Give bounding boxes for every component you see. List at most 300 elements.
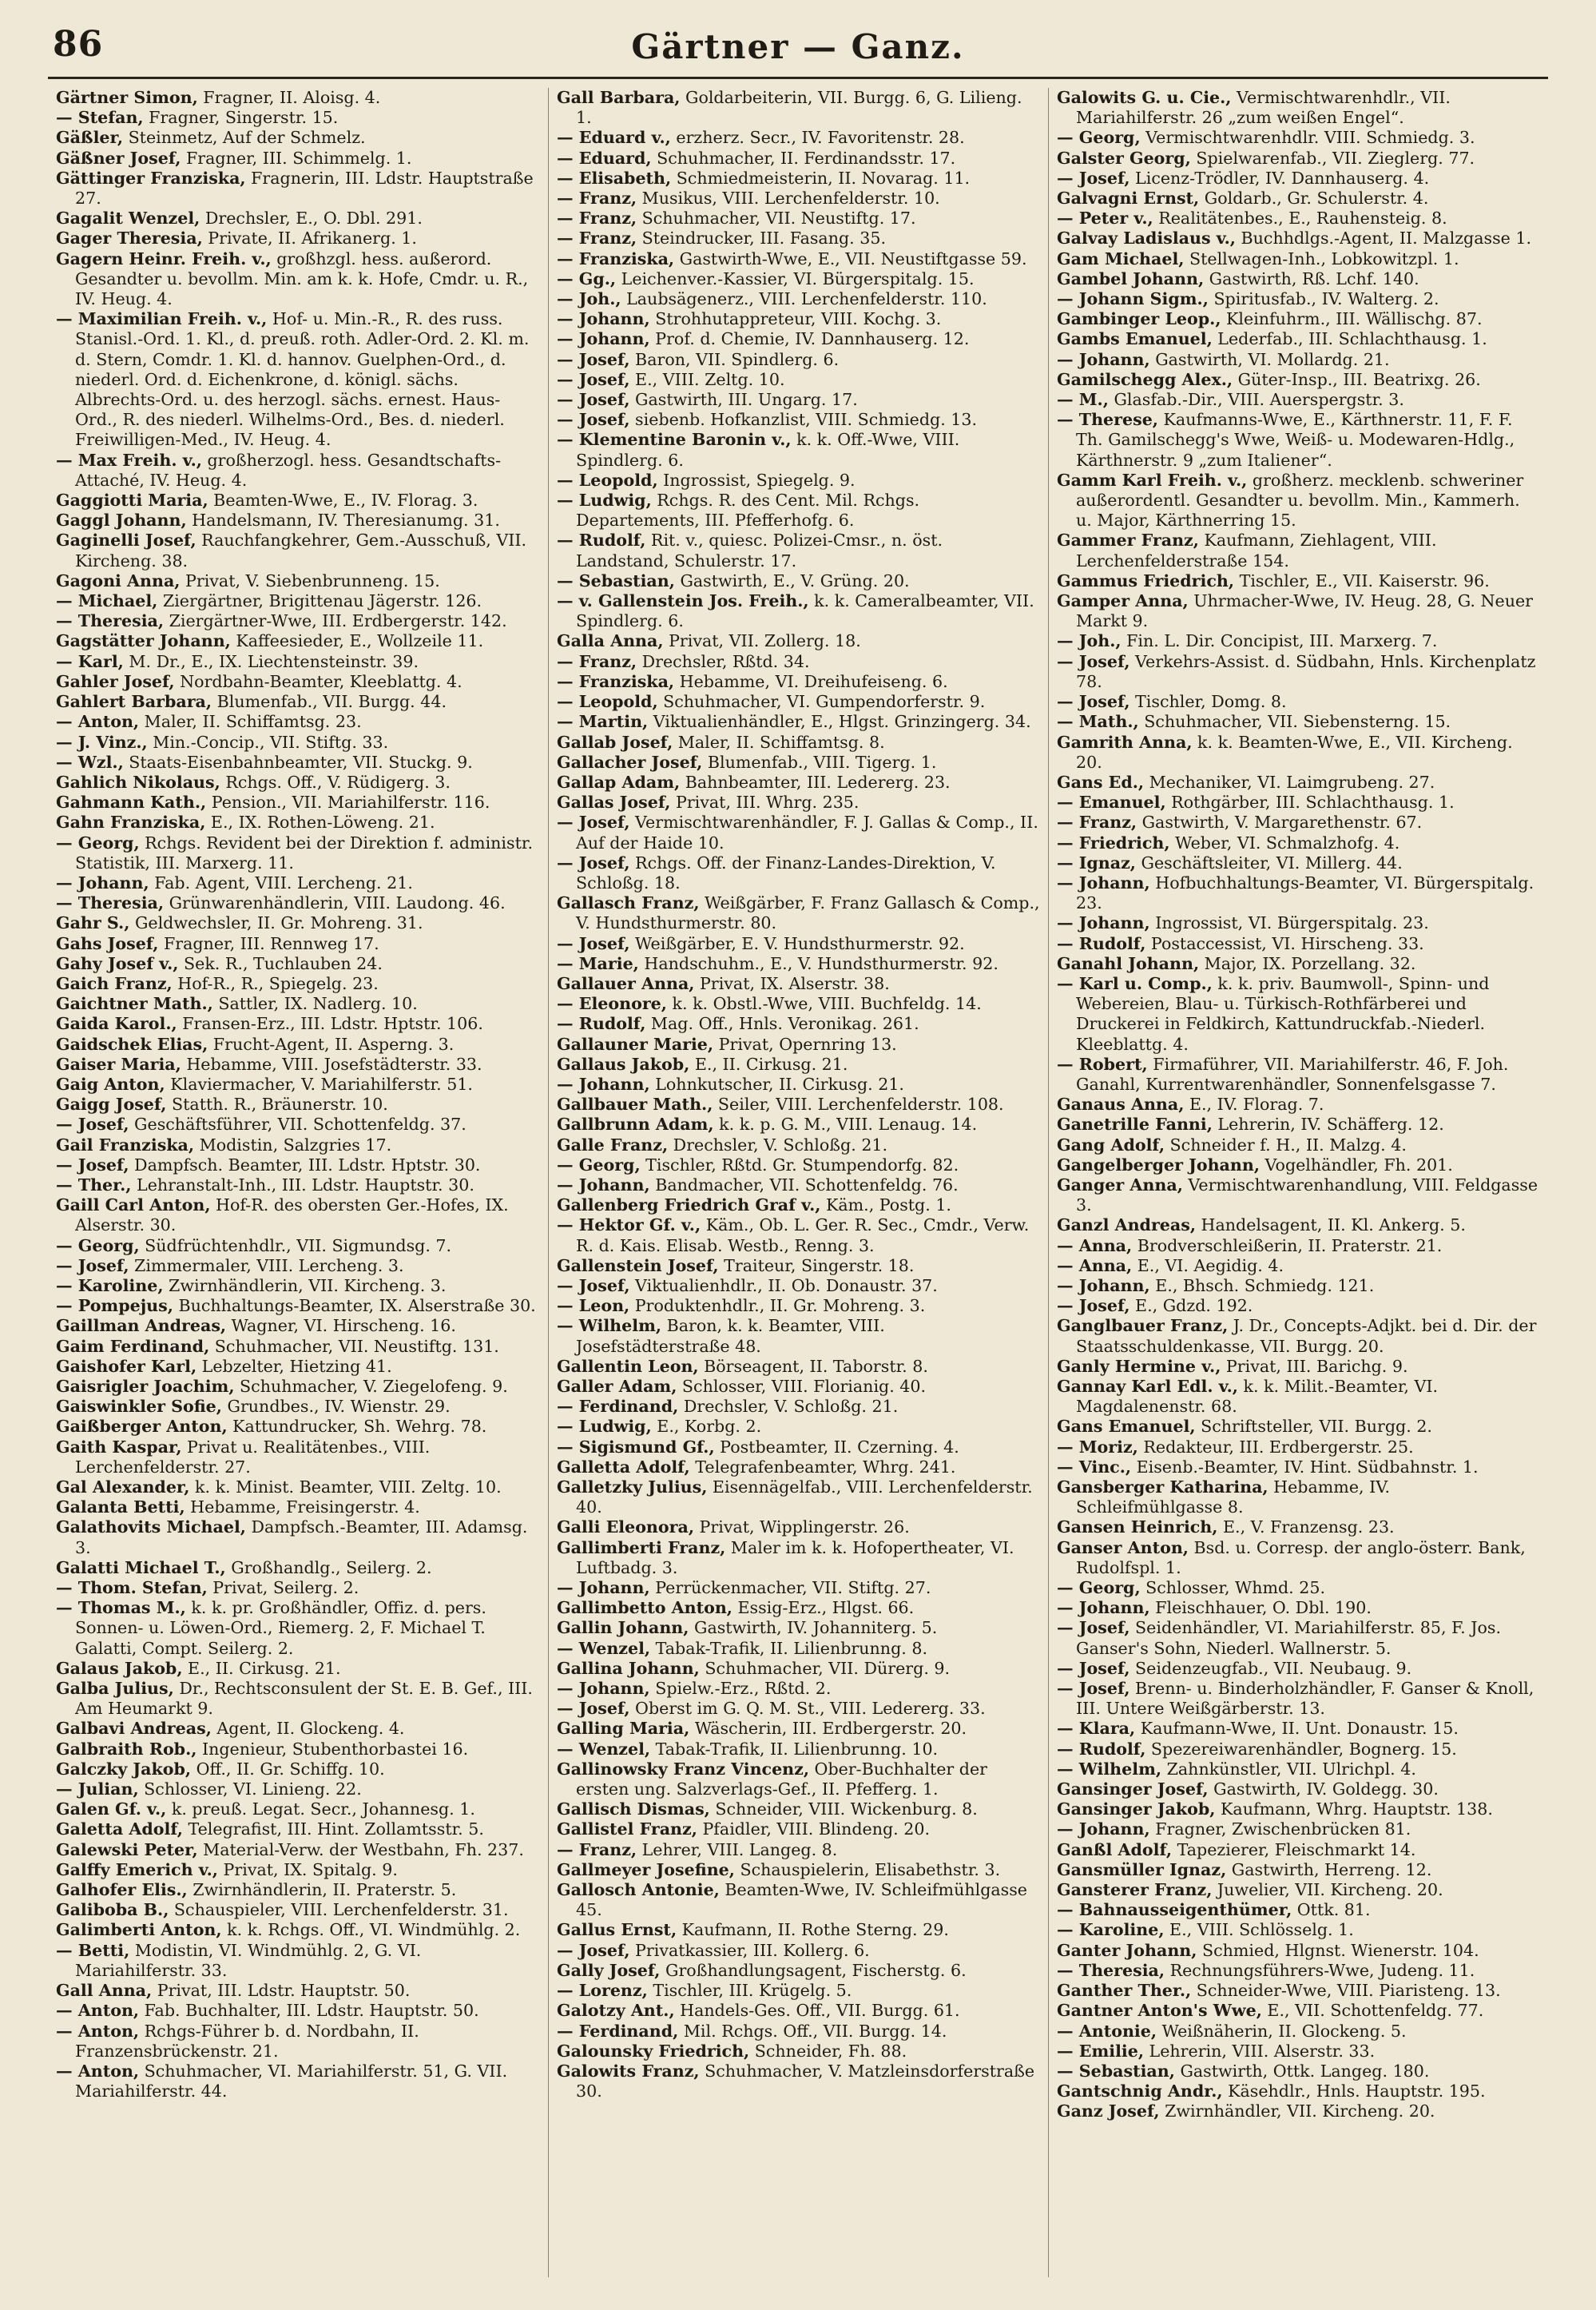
entry-details: Lehrerin, VIII. Alserstr. 33.: [1144, 2041, 1376, 2061]
entry-details: Tischler, E., VII. Kaiserstr. 96.: [1234, 571, 1490, 590]
directory-entry: [1057, 1679, 1540, 1719]
entry-details: Gastwirth, IV. Goldegg. 30.: [1208, 1779, 1439, 1799]
directory-entry: [557, 773, 1040, 793]
directory-entry: [56, 1417, 540, 1437]
entry-details: Redakteur, III. Erdbergerstr. 25.: [1137, 1437, 1414, 1457]
directory-entry: [56, 1981, 540, 2001]
entry-name: Gagern Heinr. Freih. v.,: [56, 248, 272, 268]
entry-name: Gamrith Anna,: [1057, 732, 1193, 752]
entry-name: — Johann,: [557, 329, 650, 349]
entry-name: — Johann,: [557, 1074, 650, 1094]
directory-entry: [1057, 1236, 1540, 1256]
entry-name: Gail Franziska,: [56, 1135, 195, 1155]
directory-entry: [557, 1941, 1040, 1961]
directory-entry: [56, 591, 540, 611]
entry-name: Gansen Heinrich,: [1057, 1517, 1218, 1537]
entry-details: Postaccessist, VI. Hirscheng. 33.: [1145, 933, 1424, 953]
directory-entry: [557, 1055, 1040, 1075]
entry-details: Material-Verw. der Westbahn, Fh. 237.: [197, 1839, 524, 1859]
entry-details: Fin. L. Dir. Concipist, III. Marxerg. 7.: [1121, 631, 1438, 651]
directory-entry: [1057, 1779, 1540, 1799]
entry-name: Ganser Anton,: [1057, 1537, 1189, 1557]
directory-entry: [56, 1175, 540, 1195]
directory-entry: [1057, 1538, 1540, 1578]
entry-details: Handelsmann, IV. Theresianumg. 31.: [186, 511, 500, 531]
entry-name: Gaishofer Karl,: [56, 1356, 197, 1376]
column-3: [1048, 88, 1548, 2277]
directory-entry: [557, 269, 1040, 289]
directory-entry: [557, 1639, 1040, 1659]
entry-name: Gannay Karl Edl. v.,: [1057, 1377, 1238, 1396]
entry-details: Lehrerin, IV. Schäfferg. 12.: [1212, 1115, 1444, 1135]
entry-details: Bahnbeamter, III. Ledererg. 23.: [680, 772, 951, 792]
entry-details: Weißnäherin, II. Glockeng. 5.: [1157, 2021, 1407, 2041]
entry-name: Galling Maria,: [557, 1719, 690, 1739]
entry-details: Weißgärber, F. Franz Gallasch & Comp., V. Hundsthurmerstr. 80.: [576, 893, 1040, 933]
entry-name: Ganetrille Fanni,: [1057, 1115, 1213, 1135]
entry-name: Galaus Jakob,: [56, 1658, 183, 1678]
entry-details: Brenn- u. Binderholzhändler, F. Ganser & Knoll, III. Untere Weißgärberstr. 13.: [1076, 1679, 1534, 1719]
directory-entry: [557, 934, 1040, 954]
entry-details: Schuhmacher, VII. Neustiftg. 17.: [637, 209, 916, 229]
directory-entry: [56, 1819, 540, 1839]
entry-details: Fleischhauer, O. Dbl. 190.: [1149, 1598, 1372, 1618]
entry-name: — Josef,: [1057, 692, 1130, 712]
entry-details: Rechnungsführers-Wwe, Judeng. 11.: [1165, 1960, 1475, 1980]
entry-details: Schlosser, VIII. Florianig. 40.: [677, 1377, 927, 1396]
entry-name: Galler Adam,: [557, 1377, 677, 1396]
directory-entry: [557, 1578, 1040, 1598]
entry-details: Fragner, Zwischenbrücken 81.: [1149, 1819, 1411, 1839]
entry-name: Gaichtner Math.,: [56, 994, 213, 1014]
directory-entry: [1057, 2022, 1540, 2042]
entry-details: Strohhutappreteur, VIII. Kochg. 3.: [649, 309, 942, 329]
entry-name: — Marie,: [557, 953, 639, 973]
entry-name: — Eduard v.,: [557, 128, 671, 148]
entry-name: Gahlert Barbara,: [56, 692, 212, 712]
directory-entry: [1057, 471, 1540, 531]
entry-details: E., IX. Rothen-Löweng. 21.: [205, 813, 435, 833]
directory-entry: [1057, 309, 1540, 329]
entry-name: — Rudolf,: [1057, 933, 1146, 953]
entry-name: — Josef,: [557, 1699, 630, 1719]
entry-details: J. Dr., Concepts-Adjkt. bei d. Dir. der Staatsschuldenkasse, VII. Burgg. 20.: [1076, 1316, 1537, 1356]
entry-details: Rauchfangkehrer, Gem.-Ausschuß, VII. Kircheng. 38.: [75, 531, 527, 571]
entry-name: Galiboba B.,: [56, 1900, 169, 1920]
entry-name: — Joh.,: [557, 289, 621, 309]
directory-entry: [557, 1517, 1040, 1537]
directory-entry: [1057, 1900, 1540, 1920]
directory-entry: [557, 1457, 1040, 1477]
directory-entry: [56, 954, 540, 974]
entry-details: Gastwirth, VI. Mollardg. 21.: [1149, 349, 1390, 369]
directory-entry: [557, 1719, 1040, 1739]
directory-entry: [557, 1739, 1040, 1759]
directory-entry: [1057, 189, 1540, 209]
directory-entry: [1057, 954, 1540, 974]
entry-name: — Josef,: [56, 1255, 129, 1275]
directory-entry: [557, 1095, 1040, 1115]
entry-details: E., Bhsch. Schmiedg. 121.: [1149, 1275, 1375, 1295]
directory-entry: [56, 1155, 540, 1175]
entry-details: Tabak-Trafik, II. Lilienbrunng. 10.: [650, 1739, 939, 1759]
directory-entry: [1057, 1618, 1540, 1658]
directory-entry: [1057, 1961, 1540, 1981]
entry-details: k. k. priv. Baumwoll-, Spinn- und Webereien, Blau- u. Türkisch-Rothfärberei und Druckerei in Feldkirch, Kattundruckfab.-Niederl. Kleeblattg. 4.: [1076, 973, 1490, 1054]
directory-entry: [557, 1215, 1040, 1255]
directory-entry: [1057, 1377, 1540, 1417]
entry-name: Galimberti Anton,: [56, 1920, 222, 1940]
entry-name: Gantschnig Andr.,: [1057, 2081, 1223, 2101]
entry-details: Rit. v., quiesc. Polizei-Cmsr., n. öst. Landstand, Schulerstr. 17.: [576, 531, 943, 571]
entry-name: — v. Gallenstein Jos. Freih.,: [557, 591, 809, 611]
directory-entry: [56, 108, 540, 128]
entry-name: Gahr S.,: [56, 913, 130, 933]
entry-name: Gallmeyer Josefine,: [557, 1859, 735, 1879]
directory-entry: [1057, 390, 1540, 410]
entry-details: Sattler, IX. Nadlerg. 10.: [212, 994, 418, 1014]
entry-details: Nordbahn-Beamter, Kleeblattg. 4.: [174, 671, 463, 691]
page-number: 86: [53, 24, 104, 65]
directory-entry: [557, 169, 1040, 189]
entry-details: Gastwirth, V. Margarethenstr. 67.: [1137, 813, 1423, 833]
entry-details: Modistin, Salzgries 17.: [194, 1135, 392, 1155]
directory-entry: [56, 712, 540, 732]
directory-entry: [557, 1961, 1040, 1981]
entry-name: — Wilhelm,: [1057, 1759, 1162, 1779]
entry-details: k. k. Minist. Beamter, VIII. Zeltg. 10.: [189, 1477, 502, 1497]
directory-entry: [557, 2022, 1040, 2042]
directory-entry: [557, 1256, 1040, 1276]
entry-details: Oberst im G. Q. M. St., VIII. Ledererg. 33.: [629, 1699, 986, 1719]
entry-name: Gahn Franziska,: [56, 813, 206, 833]
entry-details: Zwirnhändlerin, II. Praterstr. 5.: [187, 1880, 457, 1900]
entry-name: — Rudolf,: [1057, 1739, 1146, 1759]
entry-name: Gaiser Maria,: [56, 1054, 181, 1074]
directory-entry: [56, 1679, 540, 1719]
entry-details: Tischler, Rßtd. Gr. Stumpendorfg. 82.: [640, 1155, 959, 1175]
entry-name: — Johann,: [557, 1679, 650, 1699]
entry-details: Viktualienhdlr., II. Ob. Donaustr. 37.: [629, 1275, 938, 1295]
entry-details: Schneider, Fh. 88.: [749, 2041, 907, 2061]
entry-details: E., VI. Aegidig. 4.: [1132, 1255, 1284, 1275]
directory-entry: [56, 1195, 540, 1235]
entry-details: Zimmermaler, VIII. Lercheng. 3.: [129, 1255, 404, 1275]
entry-details: Schuhmacher, VI. Mariahilferstr. 51, G. VII. Mariahilferstr. 44.: [75, 2061, 508, 2101]
directory-entry: [1057, 1276, 1540, 1296]
directory-entry: [56, 511, 540, 531]
entry-details: Südfrüchtenhdlr., VII. Sigmundsg. 7.: [139, 1235, 452, 1255]
entry-name: Gahy Josef v.,: [56, 953, 179, 973]
directory-entry: [557, 1799, 1040, 1819]
entry-details: E., IV. Florag. 7.: [1184, 1095, 1324, 1115]
entry-name: — Ludwig,: [557, 491, 652, 511]
directory-entry: [1057, 793, 1540, 813]
entry-name: — Eleonore,: [557, 994, 667, 1014]
entry-details: Frucht-Agent, II. Asperng. 3.: [208, 1034, 455, 1054]
directory-entry: [1057, 1819, 1540, 1839]
directory-entry: [557, 1437, 1040, 1457]
directory-entry: [557, 1357, 1040, 1377]
directory-entry: [56, 733, 540, 753]
entry-details: Drechsler, Rßtd. 34.: [637, 651, 810, 671]
directory-entry: [1057, 2081, 1540, 2101]
entry-name: — Theresia,: [56, 611, 165, 631]
entry-name: Gallauner Marie,: [557, 1034, 714, 1054]
entry-details: Hof-R. des obersten Ger.-Hofes, IX. Alserstr. 30.: [75, 1195, 509, 1235]
entry-name: Galbavi Andreas,: [56, 1719, 212, 1739]
directory-entry: [56, 491, 540, 511]
directory-entry: [56, 1095, 540, 1115]
directory-entry: [1057, 1437, 1540, 1457]
entry-name: Gaida Karol.,: [56, 1014, 177, 1034]
entry-details: Fragner, II. Aloisg. 4.: [197, 88, 381, 107]
entry-name: — Maximilian Freih. v.,: [56, 309, 268, 329]
directory-entry: [557, 309, 1040, 329]
directory-entry: [1057, 149, 1540, 169]
directory-entry: [557, 1316, 1040, 1356]
directory-entry: [1057, 410, 1540, 471]
entry-details: Hof-R., R., Spiegelg. 23.: [172, 973, 379, 993]
directory-entry: [1057, 1316, 1540, 1356]
entry-name: Gaißberger Anton,: [56, 1417, 228, 1437]
directory-entry: [1057, 853, 1540, 873]
entry-name: Gallab Josef,: [557, 732, 673, 752]
entry-details: k. k. pr. Großhändler, Offiz. d. pers. Sonnen- u. Löwen-Ord., Riemerg. 2, F. Michael T. Galatti, Compt. Seilerg. 2.: [75, 1598, 486, 1658]
entry-details: Goldarbeiterin, VII. Burgg. 6, G. Lilieng. 1.: [576, 88, 1022, 128]
directory-entry: [557, 2042, 1040, 2062]
entry-name: Gambinger Leop.,: [1057, 309, 1221, 329]
directory-entry: [1057, 1659, 1540, 1679]
entry-details: Drechsler, E., O. Dbl. 291.: [200, 209, 423, 229]
directory-entry: [1057, 1095, 1540, 1115]
directory-entry: [1057, 813, 1540, 833]
directory-entry: [1057, 733, 1540, 773]
entry-details: Ziergärtner, Brigittenau Jägerstr. 126.: [157, 591, 482, 611]
entry-details: Viktualienhändler, E., Hlgst. Grinzingerg. 34.: [648, 712, 1031, 732]
directory-entry: [1057, 1256, 1540, 1276]
directory-entry: [1057, 934, 1540, 954]
entry-name: Galczky Jakob,: [56, 1759, 192, 1779]
directory-entry: [56, 1799, 540, 1819]
entry-name: Gammus Friedrich,: [1057, 571, 1235, 590]
entry-details: Güter-Insp., III. Beatrixg. 26.: [1233, 369, 1481, 389]
directory-entry: [1057, 289, 1540, 309]
entry-details: großherz. mecklenb. schweriner außerordentl. Gesandter u. bevollm. Min., Kammerh. u. Major, Kärthnerring 15.: [1076, 470, 1524, 531]
entry-name: Gallimbetto Anton,: [557, 1598, 732, 1618]
entry-details: Gastwirth, Rß. Lchf. 140.: [1204, 268, 1419, 288]
entry-details: Schneider, VIII. Wickenburg. 8.: [709, 1799, 978, 1819]
directory-entry: [56, 1276, 540, 1296]
directory-entry: [56, 934, 540, 954]
entry-name: — Josef,: [1057, 1618, 1130, 1638]
entry-name: Ganglbauer Franz,: [1057, 1316, 1229, 1336]
entry-name: — Josef,: [557, 410, 630, 430]
entry-details: Brodverschleißerin, II. Praterstr. 21.: [1132, 1235, 1443, 1255]
entry-details: E., II. Cirkusg. 21.: [689, 1054, 848, 1074]
directory-entry: [557, 631, 1040, 651]
entry-details: Musikus, VIII. Lerchenfelderstr. 10.: [637, 189, 940, 209]
entry-name: Gättinger Franziska,: [56, 168, 246, 188]
entry-details: Schuhmacher, VI. Gumpendorferstr. 9.: [657, 692, 986, 712]
directory-entry: [557, 1397, 1040, 1417]
entry-details: Schuhmacher, II. Ferdinandsstr. 17.: [651, 148, 956, 168]
entry-name: — Johann,: [1057, 349, 1150, 369]
directory-entry: [56, 128, 540, 148]
entry-details: Kaufmann, Ziehlagent, VIII. Lerchenfelderstraße 154.: [1076, 531, 1437, 571]
entry-name: Gally Josef,: [557, 1960, 661, 1980]
entry-details: Privat, III. Barichg. 9.: [1221, 1356, 1408, 1376]
entry-name: — Franz,: [1057, 813, 1137, 833]
directory-entry: [56, 249, 540, 310]
entry-details: Tabak-Trafik, II. Lilienbrunng. 8.: [650, 1638, 927, 1658]
entry-details: Off., II. Gr. Schiffg. 10.: [191, 1759, 385, 1779]
entry-details: Dr., Rechtsconsulent der St. E. B. Gef., III. Am Heumarkt 9.: [75, 1679, 533, 1719]
directory-entry: [557, 491, 1040, 531]
entry-details: Rchgs. Off. der Finanz-Landes-Direktion, V. Schloßg. 18.: [576, 853, 996, 893]
entry-details: E., Korbg. 2.: [651, 1417, 762, 1437]
entry-details: Min.-Concip., VII. Stiftg. 33.: [147, 732, 389, 752]
entry-name: — Josef,: [557, 1275, 630, 1295]
directory-entry: [557, 1417, 1040, 1437]
entry-name: — Moriz,: [1057, 1437, 1138, 1457]
entry-details: Blumenfab., VIII. Tigerg. 1.: [702, 752, 937, 772]
entry-details: Maler, II. Schiffamtsg. 8.: [673, 732, 885, 752]
entry-name: Galbraith Rob.,: [56, 1739, 197, 1759]
entry-details: Privatkassier, III. Kollerg. 6.: [629, 1940, 870, 1960]
entry-details: Major, IX. Porzellang. 32.: [1199, 953, 1416, 973]
directory-entry: [1057, 1719, 1540, 1739]
entry-name: Gallenstein Josef,: [557, 1255, 719, 1275]
directory-entry: [56, 813, 540, 833]
directory-entry: [56, 1517, 540, 1557]
entry-details: Schneider f. H., II. Malzg. 4.: [1165, 1135, 1407, 1155]
entry-details: Schuhmacher, VII. Neustiftg. 131.: [209, 1336, 499, 1356]
entry-name: Gaisrigler Joachim,: [56, 1377, 235, 1396]
directory-entry: [56, 1357, 540, 1377]
entry-details: Ottk. 81.: [1292, 1900, 1371, 1920]
entry-name: — Sebastian,: [1057, 2061, 1175, 2081]
entry-name: Galffy Emerich v.,: [56, 1859, 218, 1879]
entry-details: Realitätenbes., E., Rauhensteig. 8.: [1153, 209, 1447, 229]
entry-details: Essig-Erz., Hlgst. 66.: [732, 1598, 915, 1618]
entry-name: Gaiswinkler Sofie,: [56, 1397, 222, 1417]
entry-name: — Rudolf,: [557, 1014, 646, 1034]
entry-details: Schlosser, VI. Linieng. 22.: [138, 1779, 362, 1799]
entry-details: Vermischtwarenhändler, F. J. Gallas & Comp., II. Auf der Haide 10.: [576, 813, 1038, 853]
entry-details: Geschäftsführer, VII. Schottenfeldg. 37.: [129, 1115, 466, 1135]
entry-details: Wäscherin, III. Erdbergerstr. 20.: [689, 1719, 967, 1739]
entry-name: Gaim Ferdinand,: [56, 1336, 210, 1356]
entry-name: — Josef,: [1057, 1658, 1130, 1678]
entry-name: Gambel Johann,: [1057, 268, 1205, 288]
entry-details: Privat u. Realitätenbes., VIII. Lerchenfelderstr. 27.: [75, 1437, 431, 1477]
entry-details: Dampfsch. Beamter, III. Ldstr. Hptstr. 30.: [129, 1155, 481, 1175]
entry-name: — Johann Sigm.,: [1057, 289, 1209, 309]
entry-details: Schuhmacher, VII. Dürerg. 9.: [699, 1658, 951, 1678]
entry-details: Steinmetz, Auf der Schmelz.: [123, 128, 366, 148]
entry-details: Weißgärber, E. V. Hundsthurmerstr. 92.: [629, 933, 965, 953]
entry-details: siebenb. Hofkanzlist, VIII. Schmiedg. 13.: [629, 410, 978, 430]
entry-name: Gang Adolf,: [1057, 1135, 1165, 1155]
directory-entry: [1057, 631, 1540, 651]
entry-details: Buchhdlgs.-Agent, II. Malzgasse 1.: [1235, 229, 1532, 248]
entry-details: Vermischtwarenhandlung, VIII. Feldgasse 3.: [1076, 1175, 1538, 1215]
entry-name: Galetta Adolf,: [56, 1819, 183, 1839]
directory-entry: [1057, 2001, 1540, 2021]
directory-entry: [56, 1759, 540, 1779]
entry-name: Galowits Franz,: [557, 2061, 700, 2081]
entry-name: Gans Ed.,: [1057, 772, 1145, 792]
entry-details: Eisenb.-Beamter, IV. Hint. Südbahnstr. 1.: [1131, 1457, 1479, 1477]
directory-entry: [1057, 1296, 1540, 1316]
entry-name: — Anton,: [56, 712, 140, 732]
entry-details: Tischler, Domg. 8.: [1130, 692, 1287, 712]
entry-name: Galletzky Julius,: [557, 1477, 708, 1497]
entry-name: — Johann,: [557, 1175, 650, 1195]
directory-entry: [557, 692, 1040, 712]
directory-entry: [557, 1679, 1040, 1699]
entry-name: — Anton,: [56, 2061, 140, 2081]
entry-name: — Johann,: [1057, 1598, 1150, 1618]
entry-details: Privat, IX. Alserstr. 38.: [694, 973, 890, 993]
directory-entry: [56, 773, 540, 793]
entry-name: — Johann,: [56, 873, 149, 893]
entry-name: — Georg,: [557, 1155, 641, 1175]
entry-details: Fab. Buchhalter, III. Ldstr. Hauptstr. 50.: [139, 2001, 479, 2021]
entry-name: Galowits G. u. Cie.,: [1057, 88, 1232, 107]
directory-entry: [56, 149, 540, 169]
directory-entry: [557, 1195, 1040, 1215]
directory-entry: [56, 2062, 540, 2101]
entry-name: Galvay Ladislaus v.,: [1057, 229, 1236, 248]
entry-name: Gallus Ernst,: [557, 1920, 677, 1940]
entry-name: Gahs Josef,: [56, 933, 159, 953]
entry-name: — Johann,: [1057, 1819, 1150, 1839]
directory-entry: [56, 1719, 540, 1739]
entry-name: Gallentin Leon,: [557, 1356, 699, 1376]
entry-details: Gastwirth, IV. Johanniterg. 5.: [689, 1618, 938, 1638]
entry-name: — Josef,: [557, 813, 630, 833]
entry-name: — Franziska,: [557, 248, 675, 268]
directory-entry: [56, 1477, 540, 1497]
entry-details: Schneider-Wwe, VIII. Piaristeng. 13.: [1191, 1981, 1501, 2001]
directory-entry: [1057, 1578, 1540, 1598]
entry-details: Drechsler, V. Schloßg. 21.: [668, 1135, 888, 1155]
directory-entry: [56, 309, 540, 450]
directory-entry: [56, 672, 540, 692]
entry-name: — Leopold,: [557, 692, 658, 712]
entry-name: — Ferdinand,: [557, 2021, 679, 2041]
entry-name: — Franz,: [557, 651, 637, 671]
directory-entry: [56, 1377, 540, 1397]
entry-details: Schlosser, Whmd. 25.: [1140, 1578, 1326, 1598]
entry-details: Kaufmann, Whrg. Hauptstr. 138.: [1215, 1799, 1493, 1819]
entry-details: Dampfsch.-Beamter, III. Adamsg. 3.: [75, 1517, 528, 1557]
entry-name: Galli Eleonora,: [557, 1517, 695, 1537]
entry-name: — Karl,: [56, 651, 124, 671]
entry-name: Galster Georg,: [1057, 148, 1191, 168]
entry-details: Tapezierer, Fleischmarkt 14.: [1172, 1839, 1416, 1859]
directory-entry: [56, 974, 540, 994]
directory-entry: [557, 1860, 1040, 1880]
directory-entry: [1057, 974, 1540, 1055]
directory-entry: [557, 1296, 1040, 1316]
entry-name: Gallin Johann,: [557, 1618, 689, 1638]
directory-entry: [1057, 128, 1540, 148]
entry-details: Buchhaltungs-Beamter, IX. Alserstraße 30.: [173, 1296, 536, 1316]
entry-name: — Michael,: [56, 591, 158, 611]
